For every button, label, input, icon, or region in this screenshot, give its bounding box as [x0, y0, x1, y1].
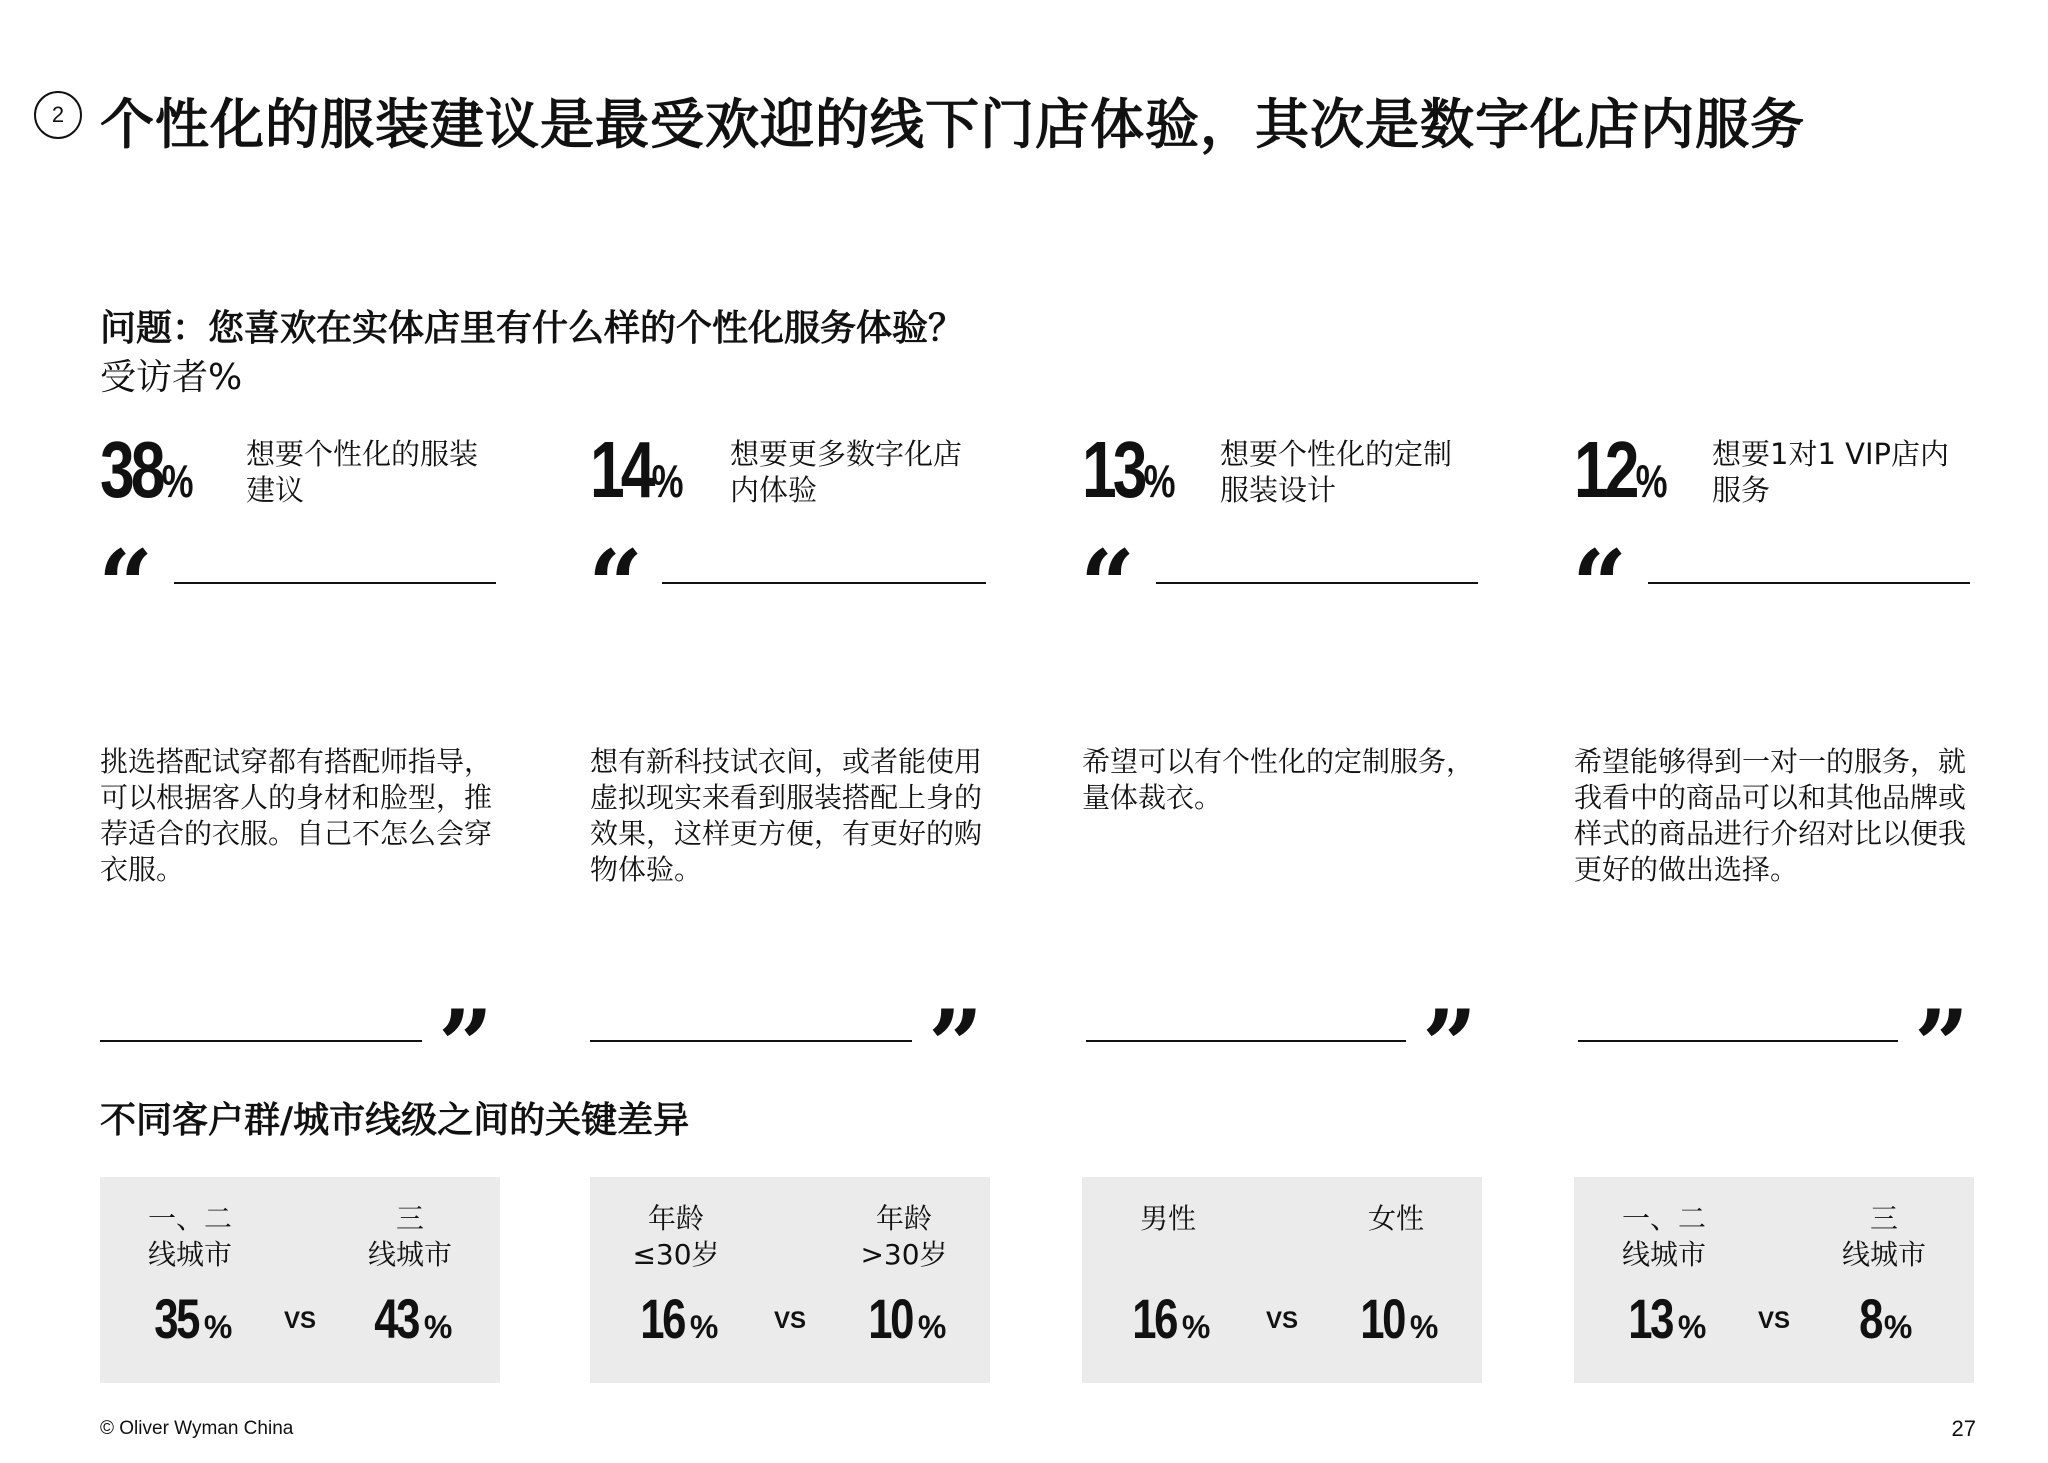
divider	[1156, 582, 1478, 584]
left-group-label: 年龄 ≤30岁	[632, 1202, 720, 1271]
vs-label: VS	[773, 1307, 806, 1334]
respondent-quote: 希望可以有个性化的定制服务，量体裁衣。	[1082, 745, 1475, 814]
divider	[1086, 1040, 1406, 1042]
divider	[100, 1040, 422, 1042]
stat-column-2	[588, 425, 990, 1090]
stat-value: 38%	[100, 425, 194, 514]
right-group-value: 10 %	[1359, 1287, 1439, 1350]
left-group-value: 16 %	[639, 1287, 719, 1350]
stat-value: 13%	[1082, 425, 1176, 514]
open-quote-icon: “	[1080, 538, 1136, 608]
respondent-quote: 挑选搭配试穿都有搭配师指导，可以根据客人的身材和脸型，推荐适合的衣服。自己不怎么会穿衣服。	[100, 745, 493, 886]
divider	[1648, 582, 1970, 584]
left-group-label: 男性	[1139, 1202, 1196, 1235]
stat-column-3	[1080, 425, 1482, 1090]
right-group-label: 三 线城市	[1841, 1202, 1926, 1271]
stat-description: 想要个性化的定制服装设计	[1220, 437, 1453, 507]
close-quote-icon: ”	[1422, 998, 1478, 1068]
comparison-box-4	[1574, 1177, 1974, 1383]
vs-label: VS	[1265, 1307, 1298, 1334]
unit-label: 受访者%	[100, 357, 243, 398]
stat-description: 想要1对1 VIP店内服务	[1712, 437, 1949, 507]
vs-label: VS	[283, 1307, 316, 1334]
left-group-value: 13 %	[1627, 1287, 1707, 1350]
right-group-value: 10 %	[867, 1287, 947, 1350]
right-group-label: 女性	[1367, 1202, 1424, 1235]
right-group-value: 43 %	[373, 1287, 453, 1350]
stat-column-4	[1572, 425, 1974, 1090]
divider	[1578, 1040, 1898, 1042]
respondent-quote: 想有新科技试衣间，或者能使用虚拟现实来看到服装搭配上身的效果，这样更方便，有更好的购物体验。	[590, 745, 983, 886]
open-quote-icon: “	[98, 538, 154, 608]
divider	[662, 582, 986, 584]
close-quote-icon: ”	[438, 998, 494, 1068]
stat-column-1	[98, 425, 500, 1090]
stat-value: 14%	[590, 425, 684, 514]
stat-description: 想要个性化的服装建议	[246, 437, 479, 507]
differences-title: 不同客户群/城市线级之间的关键差异	[100, 1100, 690, 1141]
left-group-value: 16 %	[1131, 1287, 1211, 1350]
vs-label: VS	[1757, 1307, 1790, 1334]
close-quote-icon: ”	[928, 998, 984, 1068]
section-number-badge	[34, 91, 82, 139]
right-group-value: 8%	[1858, 1287, 1913, 1350]
page-title: 个性化的服装建议是最受欢迎的线下门店体验，其次是数字化店内服务	[100, 93, 1805, 156]
divider	[590, 1040, 912, 1042]
comparison-box-3	[1082, 1177, 1482, 1383]
page-number: 27	[1951, 1416, 1976, 1441]
left-group-label: 一、二 线城市	[147, 1202, 232, 1271]
section-number: 2	[51, 102, 65, 127]
open-quote-icon: “	[588, 538, 644, 608]
stat-value: 12%	[1574, 425, 1668, 514]
left-group-value: 35 %	[153, 1287, 233, 1350]
copyright: © Oliver Wyman China	[100, 1418, 294, 1439]
divider	[174, 582, 496, 584]
open-quote-icon: “	[1572, 538, 1628, 608]
right-group-label: 年龄 >30岁	[860, 1202, 948, 1271]
close-quote-icon: ”	[1914, 998, 1970, 1068]
survey-question: 问题：您喜欢在实体店里有什么样的个性化服务体验？	[100, 308, 965, 349]
left-group-label: 一、二 线城市	[1621, 1202, 1706, 1271]
comparison-box-2	[590, 1177, 990, 1383]
right-group-label: 三 线城市	[367, 1202, 452, 1271]
respondent-quote: 希望能够得到一对一的服务，就我看中的商品可以和其他品牌或样式的商品进行介绍对比以便我更好的做出选择。	[1574, 745, 1967, 886]
comparison-box-1	[100, 1177, 500, 1383]
stat-description: 想要更多数字化店内体验	[730, 437, 963, 507]
